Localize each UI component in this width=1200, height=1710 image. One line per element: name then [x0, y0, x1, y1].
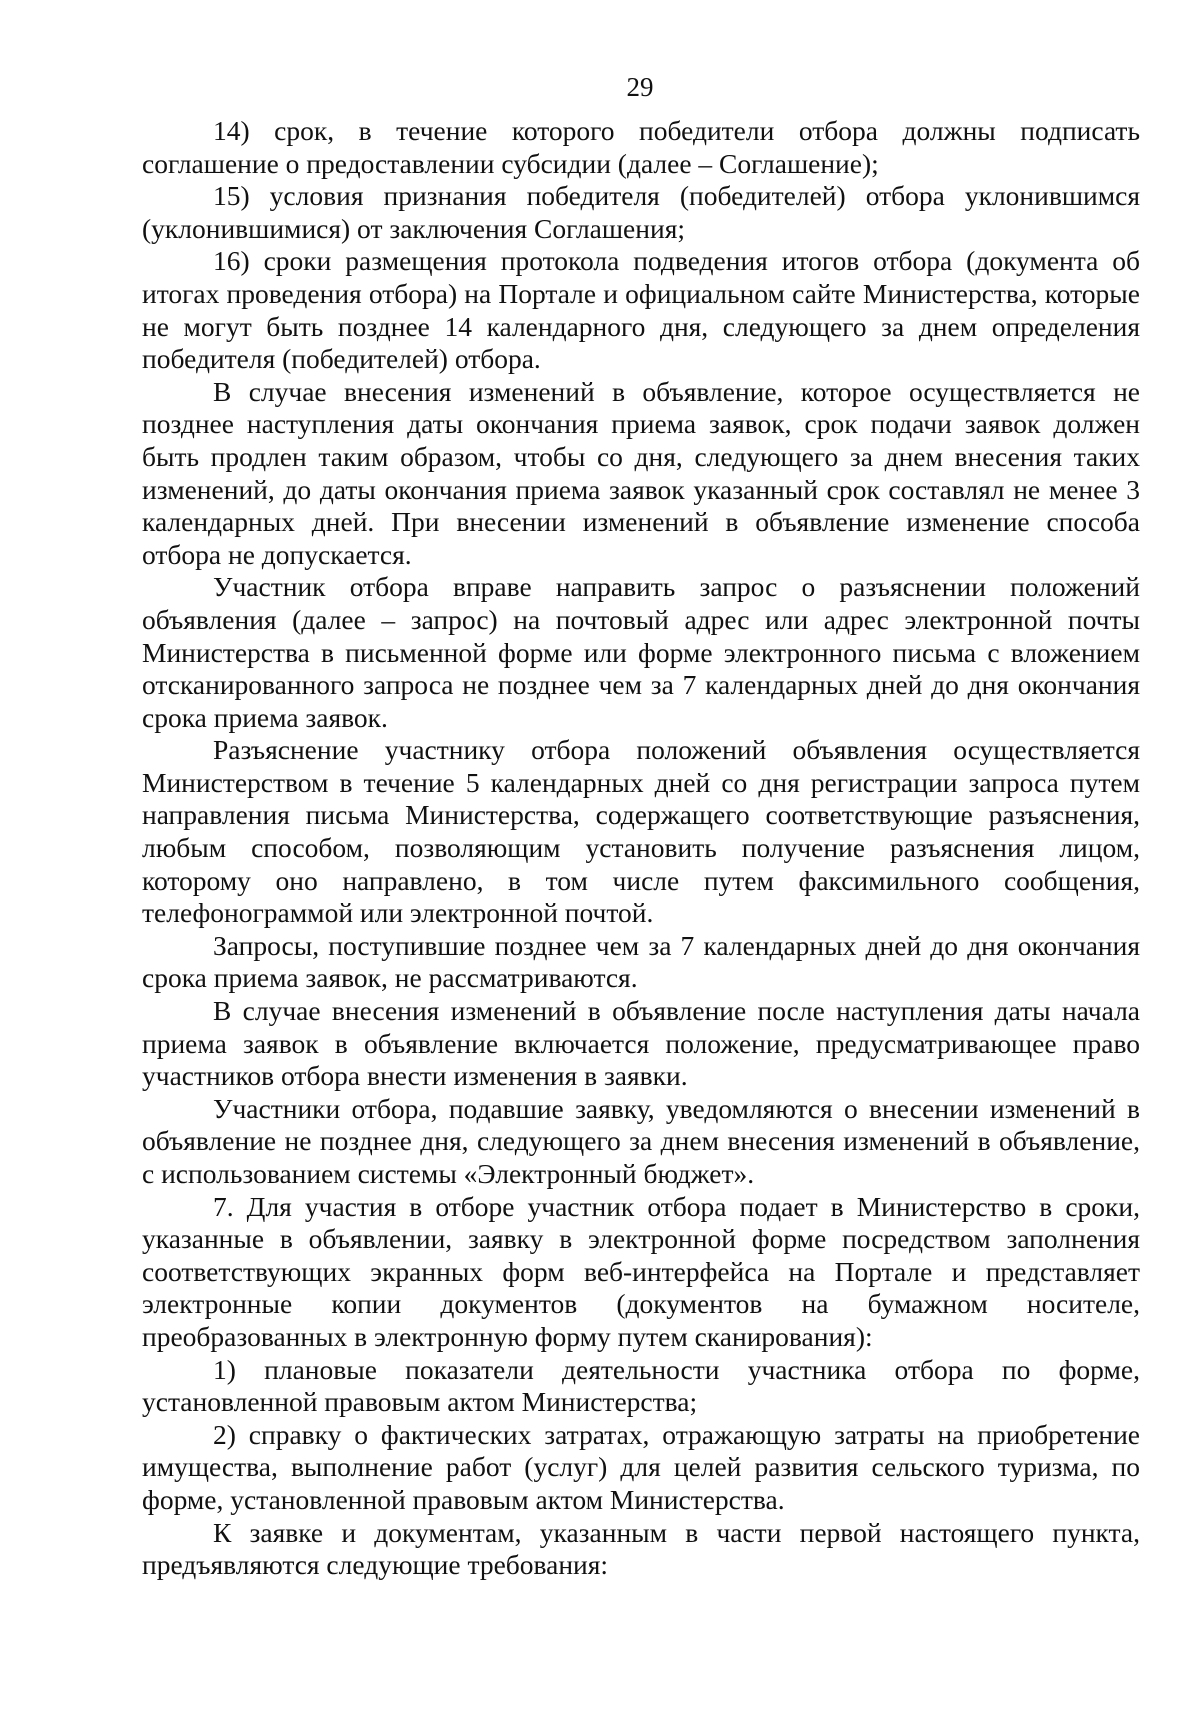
- paragraph-list-item-2: 2) справку о фактических затратах, отражающую затраты на приобретение имущества, выполнение работ (услуг) для целей развития сельского туризма, по форме, установленной правовым актом Министерства.: [142, 1418, 1140, 1515]
- paragraph-item-14: 14) срок, в течение которого победители отбора должны подписать соглашение о предоставлении субсидии (далее – Соглашение);: [142, 115, 1140, 179]
- paragraph-list-item-1: 1) плановые показатели деятельности участника отбора по форме, установленной правовым актом Министерства;: [142, 1353, 1140, 1418]
- paragraph-item-16: 16) сроки размещения протокола подведения итогов отбора (документа об итогах проведения отбора) на Портале и официальном сайте Министерства, которые не могут быть позднее 14 календарного дня, следующего за днем определения победителя (победителей) отбора.: [142, 245, 1140, 375]
- paragraph-changes-after-start: В случае внесения изменений в объявление после наступления даты начала приема заявок в объявление включается положение, предусматривающее право участников отбора внести изменения в заявки.: [142, 995, 1140, 1092]
- document-body: [142, 115, 1140, 1582]
- paragraph-requirements: К заявке и документам, указанным в части первой настоящего пункта, предъявляются следующие требования:: [142, 1516, 1140, 1581]
- paragraph-item-15: 15) условия признания победителя (победителей) отбора уклонившимся (уклонившимися) от заключения Соглашения;: [142, 180, 1140, 244]
- paragraph-clarification-response: Разъяснение участнику отбора положений объявления осуществляется Министерством в течение 5 календарных дней со дня регистрации запроса путем направления письма Министерства, содержащего соответствующие разъяснения, любым способом, позволяющим установить получение разъяснения лицом, которому оно направлено, в том числе путем факсимильного сообщения, телефонограммой или электронной почтой.: [142, 734, 1140, 929]
- page-number: 29: [626, 72, 654, 102]
- paragraph-late-requests: Запросы, поступившие позднее чем за 7 календарных дней до дня окончания срока приема заявок, не рассматриваются.: [142, 929, 1140, 994]
- paragraph-section-7: 7. Для участия в отборе участник отбора подает в Министерство в сроки, указанные в объявлении, заявку в электронной форме посредством заполнения соответствующих экранных форм веб-интерфейса на Портале и представляет электронные копии документов (документов на бумажном носителе, преобразованных в электронную форму путем сканирования):: [142, 1190, 1140, 1352]
- paragraph-announcement-changes: В случае внесения изменений в объявление, которое осуществляется не позднее наступления даты окончания приема заявок, срок подачи заявок должен быть продлен таким образом, чтобы со дня, следующего за днем внесения таких изменений, до даты окончания приема заявок указанный срок составлял не менее 3 календарных дней. При внесении изменений в объявление изменение способа отбора не допускается.: [142, 375, 1140, 570]
- paragraph-participant-notification: Участники отбора, подавшие заявку, уведомляются о внесении изменений в объявление не позднее дня, следующего за днем внесения изменений в объявление, с использованием системы «Электронный бюджет».: [142, 1092, 1140, 1189]
- paragraph-clarification-request: Участник отбора вправе направить запрос о разъяснении положений объявления (далее – запрос) на почтовый адрес или адрес электронной почты Министерства в письменной форме или форме электронного письма с вложением отсканированного запроса не позднее чем за 7 календарных дней до дня окончания срока приема заявок.: [142, 571, 1140, 733]
